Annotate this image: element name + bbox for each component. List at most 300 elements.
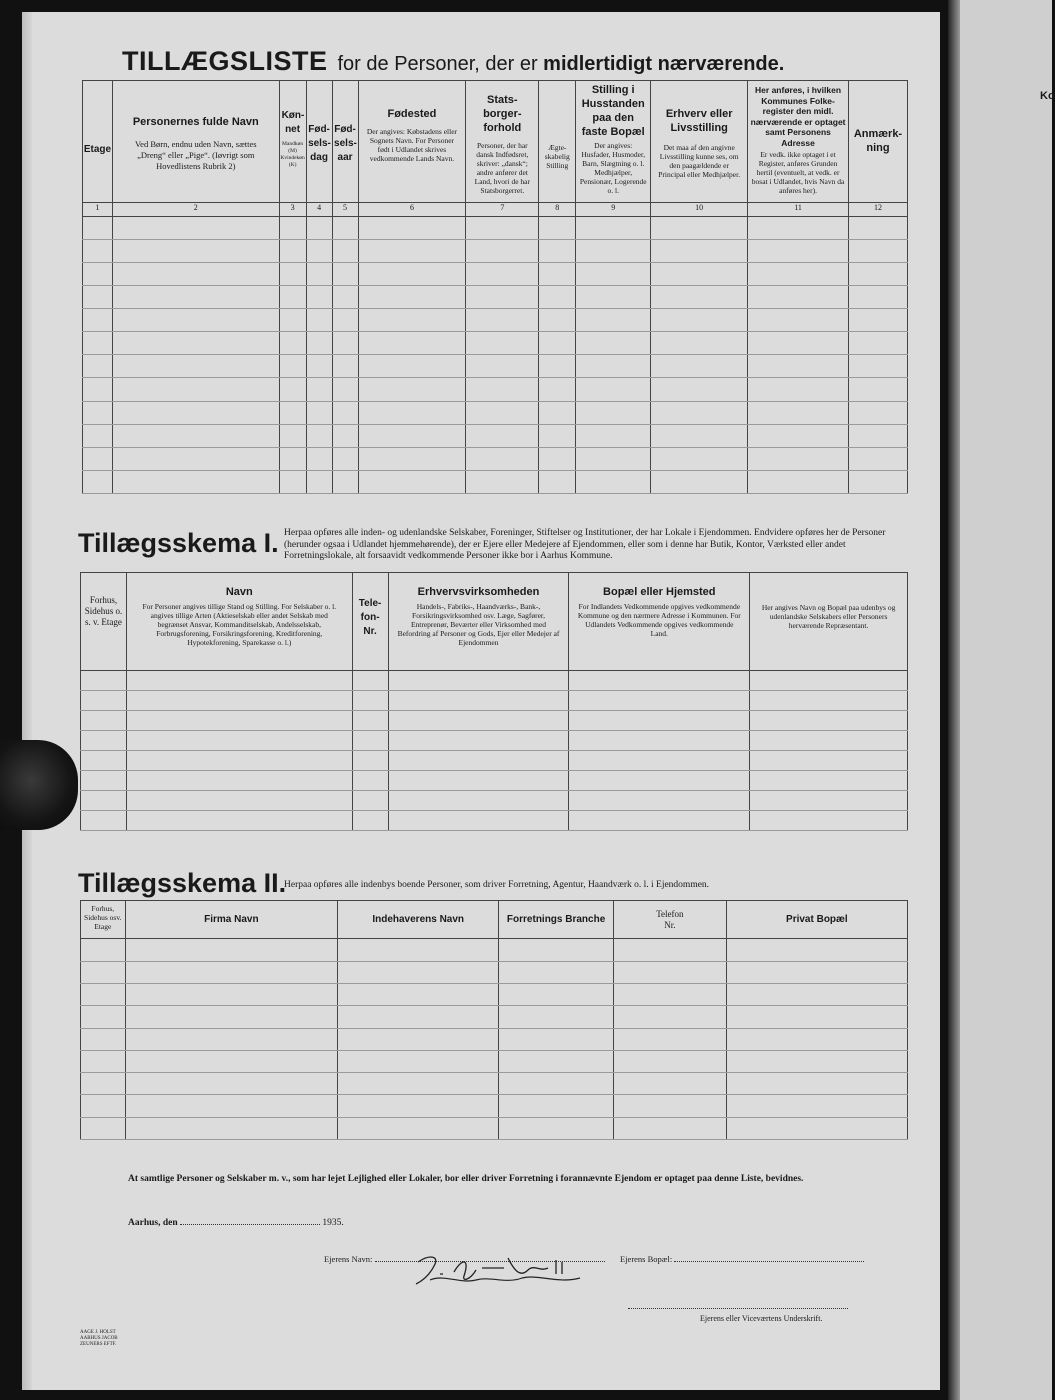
handwritten-signature: [410, 1250, 600, 1290]
empty-cell: [332, 332, 358, 355]
date-blank: [180, 1224, 320, 1225]
empty-cell: [306, 401, 332, 424]
empty-cell: [352, 791, 388, 811]
adjacent-page: [948, 0, 1055, 1400]
empty-cell: [83, 447, 113, 470]
empty-cell: [576, 309, 651, 332]
col-sub: Personer, der har dansk Indfødsret, skriver: „dansk“; andre anfører det Land, hvori de har Statsborgerret.: [474, 141, 531, 195]
main-entry-row: [83, 447, 908, 470]
empty-cell: [651, 447, 748, 470]
skema2-entry-row: [81, 961, 908, 983]
empty-cell: [338, 1028, 499, 1050]
empty-cell: [332, 355, 358, 378]
empty-cell: [126, 671, 352, 691]
skema2-header-row: [81, 901, 908, 939]
empty-cell: [539, 401, 576, 424]
empty-cell: [539, 470, 576, 493]
empty-cell: [726, 1095, 907, 1117]
skema2-entry-row: [81, 1028, 908, 1050]
empty-cell: [466, 262, 539, 285]
empty-cell: [499, 984, 614, 1006]
col-title: Forhus, Sidehus osv. Etage: [84, 904, 122, 931]
empty-cell: [81, 731, 127, 751]
form-page: [22, 12, 940, 1390]
empty-cell: [125, 1095, 338, 1117]
col-number: 7: [466, 202, 539, 216]
skema1-header-row: [81, 573, 908, 671]
skema2-entry-row: [81, 984, 908, 1006]
empty-cell: [338, 1095, 499, 1117]
empty-cell: [748, 309, 849, 332]
adjacent-page-text: Ko: [1040, 90, 1055, 102]
empty-cell: [279, 401, 306, 424]
empty-cell: [279, 355, 306, 378]
skema1-description: Herpaa opføres alle inden- og udenlandske Selskaber, Foreninger, Stiftelser og Institutioner, der har Lokale i Ejendommen. Endvidere opføres her de Personer (herunder ogsaa i Udlandet hjemmehørende), der er Ejere eller Medejere af Ejendommen, eller som i denne har Butik, Kontor, Værksted eller andet Forretningslokale, alt forsaavidt vedkommende Personer ikke bor i Aarhus Kommune.: [284, 528, 886, 561]
col-sub: Tele-fon-Nr.: [358, 598, 382, 637]
empty-cell: [358, 447, 466, 470]
page-edge: [22, 12, 32, 1390]
empty-cell: [466, 378, 539, 401]
empty-cell: [83, 378, 113, 401]
skema1-table: [80, 572, 908, 831]
col-marital: [539, 81, 576, 203]
main-entry-row: [83, 332, 908, 355]
empty-cell: [332, 239, 358, 262]
empty-cell: [279, 424, 306, 447]
empty-cell: [848, 216, 907, 239]
empty-cell: [539, 355, 576, 378]
skema1-title: Tillægsskema I.: [78, 528, 279, 558]
col-number: 1: [83, 202, 113, 216]
empty-cell: [499, 961, 614, 983]
empty-cell: [112, 309, 279, 332]
main-entry-row: [83, 239, 908, 262]
sk1-col-residence: [569, 573, 750, 671]
empty-cell: [112, 332, 279, 355]
empty-cell: [81, 791, 127, 811]
empty-cell: [848, 332, 907, 355]
sk2-col-firm: [125, 901, 338, 939]
col-title: Navn: [225, 586, 253, 598]
sk2-col-branch: [499, 901, 614, 939]
empty-cell: [466, 401, 539, 424]
empty-cell: [126, 811, 352, 831]
empty-cell: [338, 961, 499, 983]
empty-cell: [848, 470, 907, 493]
sk1-col-name: [126, 573, 352, 671]
empty-cell: [332, 285, 358, 308]
empty-cell: [539, 309, 576, 332]
empty-cell: [358, 309, 466, 332]
empty-cell: [338, 1050, 499, 1072]
col-sub: Ved Børn, endnu uden Navn, sættes „Dreng“ eller „Pige“. (Iøvrigt som Hovedlistens Rubrik 2): [134, 139, 257, 171]
empty-cell: [613, 984, 726, 1006]
empty-cell: [539, 262, 576, 285]
empty-cell: [499, 1117, 614, 1139]
col-sub: Er vedk. ikke optaget i et Register, anføres Grunden hertil (eventuelt, at vedk. er bosat i Udlandet, hvis Navn da anføres her).: [751, 150, 845, 195]
empty-cell: [651, 285, 748, 308]
empty-cell: [279, 262, 306, 285]
col-etage: [83, 81, 113, 203]
empty-cell: [388, 751, 569, 771]
empty-cell: [352, 751, 388, 771]
empty-cell: [576, 378, 651, 401]
empty-cell: [848, 262, 907, 285]
col-gender: [279, 81, 306, 203]
signature-line: [628, 1308, 848, 1309]
col-sub: For Personer angives tillige Stand og Stilling. For Selskaber o. l. angives tillige Arten (Aktieselskab eller andet Selskab med begrænset Ansvar, Kommanditselskab, Andelsselskab, Forbrugsforening, Forsikringsforening, Kreditforening, Hypotekforening, Sparekasse o. l.): [142, 602, 337, 647]
empty-cell: [613, 961, 726, 983]
col-remark: [848, 81, 907, 203]
empty-cell: [651, 309, 748, 332]
empty-cell: [499, 1095, 614, 1117]
empty-cell: [748, 470, 849, 493]
empty-cell: [576, 239, 651, 262]
empty-cell: [112, 285, 279, 308]
col-title: Firma Navn: [204, 914, 259, 925]
col-sub: Det maa af den angivne Livsstilling kunne ses, om den paagældende er Principal eller Medhjælper.: [658, 143, 741, 179]
empty-cell: [306, 285, 332, 308]
col-title: Stilling i Husstanden paa den faste Bopæl: [581, 84, 645, 138]
empty-cell: [332, 262, 358, 285]
empty-cell: [569, 691, 750, 711]
col-number: 3: [279, 202, 306, 216]
empty-cell: [306, 216, 332, 239]
empty-cell: [81, 939, 126, 961]
empty-cell: [125, 984, 338, 1006]
empty-cell: [125, 1028, 338, 1050]
col-birthplace: [358, 81, 466, 203]
empty-cell: [279, 332, 306, 355]
main-entry-row: [83, 262, 908, 285]
empty-cell: [306, 332, 332, 355]
empty-cell: [750, 711, 908, 731]
empty-cell: [388, 771, 569, 791]
empty-cell: [83, 401, 113, 424]
empty-cell: [81, 671, 127, 691]
empty-cell: [576, 424, 651, 447]
empty-cell: [112, 378, 279, 401]
col-sub: Forhus, Sidehus o. s. v. Etage: [84, 595, 123, 627]
col-sub: Der angives: Købstadens eller Sognets Navn. For Personer født i Udlandet skrives vedkommende Lands Navn.: [366, 127, 458, 163]
sk2-col-phone: [613, 901, 726, 939]
empty-cell: [125, 1073, 338, 1095]
empty-cell: [848, 424, 907, 447]
empty-cell: [81, 1117, 126, 1139]
empty-cell: [569, 791, 750, 811]
empty-cell: [306, 470, 332, 493]
main-header-row: [83, 81, 908, 203]
empty-cell: [81, 1006, 126, 1028]
empty-cell: [539, 285, 576, 308]
empty-cell: [126, 771, 352, 791]
sk1-col-etage: [81, 573, 127, 671]
empty-cell: [576, 355, 651, 378]
empty-cell: [848, 355, 907, 378]
sk1-col-business: [388, 573, 569, 671]
empty-cell: [848, 239, 907, 262]
sk2-col-address: [726, 901, 907, 939]
empty-cell: [306, 355, 332, 378]
empty-cell: [576, 447, 651, 470]
city-label: Aarhus, den: [128, 1218, 178, 1228]
empty-cell: [613, 1117, 726, 1139]
empty-cell: [306, 309, 332, 332]
empty-cell: [848, 401, 907, 424]
empty-cell: [750, 731, 908, 751]
empty-cell: [358, 401, 466, 424]
empty-cell: [125, 961, 338, 983]
empty-cell: [748, 239, 849, 262]
empty-cell: [750, 751, 908, 771]
empty-cell: [83, 424, 113, 447]
year-label: 1935.: [322, 1218, 344, 1228]
empty-cell: [388, 811, 569, 831]
empty-cell: [83, 216, 113, 239]
col-citizenship: [466, 81, 539, 203]
skema1-entry-row: [81, 811, 908, 831]
empty-cell: [83, 332, 113, 355]
col-title: Køn-net: [281, 110, 305, 135]
empty-cell: [613, 1050, 726, 1072]
col-title: Erhvervsvirksomheden: [417, 586, 540, 598]
empty-cell: [352, 731, 388, 751]
empty-cell: [613, 1073, 726, 1095]
empty-cell: [358, 332, 466, 355]
empty-cell: [332, 447, 358, 470]
empty-cell: [306, 239, 332, 262]
empty-cell: [306, 262, 332, 285]
empty-cell: [81, 1050, 126, 1072]
thumb: [0, 740, 78, 830]
empty-cell: [466, 470, 539, 493]
empty-cell: [126, 751, 352, 771]
empty-cell: [332, 216, 358, 239]
empty-cell: [352, 711, 388, 731]
empty-cell: [125, 1050, 338, 1072]
empty-cell: [358, 216, 466, 239]
col-name: [112, 81, 279, 203]
empty-cell: [848, 447, 907, 470]
empty-cell: [539, 447, 576, 470]
col-title: Forretnings Branche: [506, 914, 606, 925]
empty-cell: [748, 216, 849, 239]
empty-cell: [279, 216, 306, 239]
empty-cell: [388, 731, 569, 751]
main-entry-row: [83, 470, 908, 493]
empty-cell: [726, 1073, 907, 1095]
col-number: 8: [539, 202, 576, 216]
empty-cell: [338, 1006, 499, 1028]
col-sub: For Indlandets Vedkommende opgives vedkommende Kommune og den nærmere Adresse i Kommunen. For Udlandets Vedkommende opgives vedkommende Land.: [577, 602, 741, 638]
empty-cell: [750, 811, 908, 831]
empty-cell: [576, 470, 651, 493]
empty-cell: [651, 239, 748, 262]
empty-cell: [332, 401, 358, 424]
empty-cell: [569, 811, 750, 831]
empty-cell: [83, 239, 113, 262]
skema1-entry-row: [81, 791, 908, 811]
main-entry-row: [83, 355, 908, 378]
empty-cell: [332, 470, 358, 493]
col-sub: Her angives Navn og Bopæl paa udenbys og udenlandske Selskabers eller Personers herværende Repræsentant.: [761, 603, 896, 630]
empty-cell: [613, 1095, 726, 1117]
empty-cell: [499, 1028, 614, 1050]
sk2-col-owner: [338, 901, 499, 939]
empty-cell: [466, 447, 539, 470]
owner-address-label: Ejerens Bopæl:: [620, 1254, 673, 1264]
col-number: 12: [848, 202, 907, 216]
signature-label: Ejerens eller Viceværtens Underskrift.: [700, 1314, 823, 1323]
empty-cell: [576, 262, 651, 285]
empty-cell: [112, 401, 279, 424]
empty-cell: [726, 1117, 907, 1139]
empty-cell: [651, 401, 748, 424]
col-title: Bopæl eller Hjemsted: [603, 586, 716, 598]
col-title: Anmærk-ning: [853, 128, 903, 154]
empty-cell: [112, 424, 279, 447]
empty-cell: [726, 1028, 907, 1050]
empty-cell: [126, 791, 352, 811]
empty-cell: [466, 216, 539, 239]
empty-cell: [726, 984, 907, 1006]
title-bold: midlertidigt nærværende.: [543, 53, 785, 75]
empty-cell: [613, 939, 726, 961]
col-title: Stats-borger-forhold: [483, 94, 522, 134]
empty-cell: [748, 401, 849, 424]
empty-cell: [848, 378, 907, 401]
empty-cell: [388, 691, 569, 711]
empty-cell: [539, 378, 576, 401]
skema2-entry-row: [81, 939, 908, 961]
empty-cell: [651, 424, 748, 447]
col-number: 5: [332, 202, 358, 216]
empty-cell: [358, 262, 466, 285]
empty-cell: [388, 791, 569, 811]
col-title: Etage: [83, 144, 112, 155]
empty-cell: [112, 262, 279, 285]
empty-cell: [651, 262, 748, 285]
empty-cell: [748, 355, 849, 378]
empty-cell: [726, 939, 907, 961]
empty-cell: [499, 1006, 614, 1028]
col-title: Privat Bopæl: [786, 914, 848, 925]
empty-cell: [466, 355, 539, 378]
empty-cell: [569, 671, 750, 691]
col-number: 11: [748, 202, 849, 216]
empty-cell: [83, 262, 113, 285]
printer-mark: AAGE J. HOLST AARHUS JACOB ZEUNERS EFTF.: [80, 1330, 118, 1347]
skema1-entry-row: [81, 691, 908, 711]
skema2-table: [80, 900, 908, 1140]
owner-address-blank: [674, 1261, 864, 1262]
empty-cell: [848, 309, 907, 332]
main-number-row: [83, 202, 908, 216]
empty-cell: [748, 447, 849, 470]
empty-cell: [352, 691, 388, 711]
empty-cell: [651, 470, 748, 493]
skema2-title: Tillægsskema II.: [78, 868, 287, 898]
empty-cell: [576, 285, 651, 308]
empty-cell: [748, 285, 849, 308]
empty-cell: [112, 355, 279, 378]
empty-cell: [466, 424, 539, 447]
empty-cell: [279, 378, 306, 401]
skema2-description: Herpaa opføres alle indenbys boende Personer, som driver Forretning, Agentur, Haandværk o. l. i Ejendommen.: [284, 880, 710, 890]
empty-cell: [466, 285, 539, 308]
empty-cell: [81, 711, 127, 731]
empty-cell: [83, 285, 113, 308]
empty-cell: [358, 424, 466, 447]
empty-cell: [651, 216, 748, 239]
empty-cell: [569, 751, 750, 771]
empty-cell: [112, 447, 279, 470]
empty-cell: [125, 1117, 338, 1139]
empty-cell: [569, 771, 750, 791]
col-number: 6: [358, 202, 466, 216]
empty-cell: [306, 447, 332, 470]
skema2-entry-row: [81, 1006, 908, 1028]
empty-cell: [539, 424, 576, 447]
main-entry-row: [83, 285, 908, 308]
empty-cell: [726, 1006, 907, 1028]
empty-cell: [358, 239, 466, 262]
empty-cell: [352, 671, 388, 691]
empty-cell: [81, 1073, 126, 1095]
col-title: Fødested: [387, 108, 437, 120]
col-household: [576, 81, 651, 203]
col-number: 2: [112, 202, 279, 216]
empty-cell: [576, 332, 651, 355]
col-title: Erhverv eller Livsstilling: [665, 108, 733, 134]
skema1-entry-row: [81, 671, 908, 691]
main-table: [82, 80, 908, 494]
col-birthyear: [332, 81, 358, 203]
empty-cell: [576, 216, 651, 239]
empty-cell: [613, 1028, 726, 1050]
main-entry-row: [83, 378, 908, 401]
empty-cell: [112, 239, 279, 262]
empty-cell: [539, 216, 576, 239]
main-entry-row: [83, 424, 908, 447]
empty-cell: [338, 939, 499, 961]
owner-address-line: [620, 1254, 864, 1264]
owner-name-label: Ejerens Navn:: [324, 1254, 373, 1264]
empty-cell: [332, 378, 358, 401]
title-rest: for de Personer, der er: [337, 53, 538, 75]
col-number: 4: [306, 202, 332, 216]
skema1-entry-row: [81, 711, 908, 731]
empty-cell: [499, 1073, 614, 1095]
empty-cell: [279, 239, 306, 262]
statement-text: At samtlige Personer og Selskaber m. v., som har lejet Lejlighed eller Lokaler, bor eller driver Forretning i forannævnte Ejendom er optaget paa denne Liste, bevidnes.: [128, 1174, 804, 1184]
skema2-entry-row: [81, 1095, 908, 1117]
skema2-entry-row: [81, 1073, 908, 1095]
empty-cell: [539, 239, 576, 262]
date-line: [128, 1218, 344, 1228]
empty-cell: [125, 1006, 338, 1028]
empty-cell: [848, 285, 907, 308]
empty-cell: [748, 262, 849, 285]
empty-cell: [748, 332, 849, 355]
empty-cell: [466, 309, 539, 332]
empty-cell: [651, 378, 748, 401]
empty-cell: [112, 470, 279, 493]
col-sub: Handels-, Fabriks-, Haandværks-, Bank-, Forsikringsvirksomhed osv. Læge, Sagfører, Entreprenør, Beværter eller Virksomhed med Befordring af Personer og Gods, Ejer eller Medejer af Ejendommen: [397, 602, 560, 647]
empty-cell: [569, 711, 750, 731]
empty-cell: [358, 378, 466, 401]
empty-cell: [388, 711, 569, 731]
